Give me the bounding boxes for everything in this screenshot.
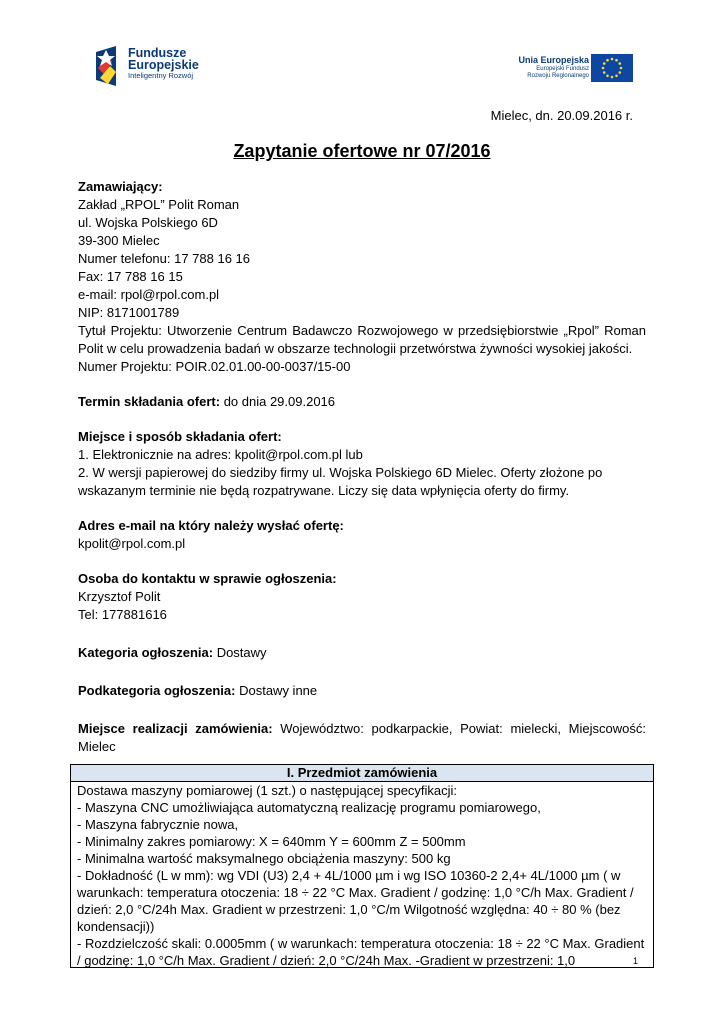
contact-phone: Tel: 177881616 xyxy=(78,607,167,622)
subject-line: - Dokładność (L w mm): wg VDI (U3) 2,4 + 4L/1000 µm i wg ISO 10360-2 2,4+ 4L/1000 µm ( w warunkach: temperatura otoczenia: 18 ÷ 22 °C Max. Gradient / godzinę: 1,0 °C/h Max. Gradient / dzień: 2,0 °C/24h Max. Gradient w przestrzeni: 1,0 °C/m Wilgotność względna: 40 ÷ 80 % (bez kondensacji)) xyxy=(77,868,634,934)
eu-flag-icon xyxy=(591,54,633,82)
document-title-wrap xyxy=(0,141,724,162)
fe-star-icon xyxy=(94,44,124,88)
fe-logo-line3: Inteligentny Rozwój xyxy=(128,71,194,80)
deadline-value: do dnia 29.09.2016 xyxy=(220,394,336,409)
contracting-line: Fax: 17 788 16 15 xyxy=(78,269,183,284)
fe-logo-line1: Fundusze xyxy=(128,46,187,60)
submission-line2: 2. W wersji papierowej do siedziby firmy ul. Wojska Polskiego 6D Mielec. Oferty złożone po wskazanym terminie nie będą rozpatrywane. Liczy się data wpłynięcia oferty do firmy. xyxy=(78,465,603,498)
project-title: Tytuł Projektu: Utworzenie Centrum Badawczo Rozwojowego w przedsiębiorstwie „Rpol” Roman Polit w celu prowadzenia badań w obszarze technologii przetwórstwa żywności wysokiej jakości. xyxy=(78,323,646,356)
document-date: Mielec, dn. 20.09.2016 r. xyxy=(490,108,633,123)
subject-body xyxy=(71,782,653,967)
location-value: Województwo: podkarpackie, Powiat: mielecki, Miejscowość: Mielec xyxy=(78,721,646,754)
fe-logo-line2: Europejskie xyxy=(128,58,199,72)
contracting-line: Zakład „RPOL” Polit Roman xyxy=(78,197,240,212)
deadline-line xyxy=(78,393,646,411)
document-title: Zapytanie ofertowe nr 07/2016 xyxy=(233,141,491,161)
contact-heading: Osoba do kontaktu w sprawie ogłoszenia: xyxy=(78,571,337,586)
page-number: 1 xyxy=(632,956,638,966)
subject-line: - Minimalna wartość maksymalnego obciążenia maszyny: 500 kg xyxy=(77,851,451,866)
subcategory-value: Dostawy inne xyxy=(235,683,318,698)
contact-name: Krzysztof Polit xyxy=(78,589,161,604)
subject-line: - Minimalny zakres pomiarowy: X = 640mm Y = 600mm Z = 500mm xyxy=(77,834,466,849)
logo-unia-europejska-text xyxy=(518,55,589,80)
submission-heading: Miejsce i sposób składania ofert: xyxy=(78,429,282,444)
category-value: Dostawy xyxy=(213,645,267,660)
contracting-line: NIP: 8171001789 xyxy=(78,305,180,320)
subject-table xyxy=(70,764,654,968)
subject-heading: I. Przedmiot zamówienia xyxy=(71,765,653,782)
ue-logo-line1: Unia Europejska xyxy=(518,55,589,65)
location-label: Miejsce realizacji zamówienia: xyxy=(78,721,273,736)
ue-logo-line2: Europejski Fundusz xyxy=(536,66,589,72)
contracting-line: e-mail: rpol@rpol.com.pl xyxy=(78,287,220,302)
submission-line1: 1. Elektronicznie na adres: kpolit@rpol.com.pl lub xyxy=(78,447,363,462)
project-number: Numer Projektu: POIR.02.01.00-00-0037/15-00 xyxy=(78,359,351,374)
contracting-line: Numer telefonu: 17 788 16 16 xyxy=(78,251,251,266)
deadline-label: Termin składania ofert: xyxy=(78,394,221,409)
location-line xyxy=(78,720,646,756)
category-line xyxy=(78,644,646,662)
subject-line: - Rozdzielczość skali: 0.0005mm ( w warunkach: temperatura otoczenia: 18 ÷ 22 °C Max. Gradient / godzinę: 1,0 °C/h Max. Gradient / dzień: 2,0 °C/24h Max. -Gradient w przestrzeni: 1,0 xyxy=(77,936,645,967)
email-heading: Adres e-mail na który należy wysłać ofertę: xyxy=(78,518,344,533)
subcategory-line xyxy=(78,682,646,700)
subject-line: - Maszyna fabrycznie nowa, xyxy=(77,817,239,832)
contracting-heading: Zamawiający: xyxy=(78,179,163,194)
category-label: Kategoria ogłoszenia: xyxy=(78,645,214,660)
subject-line: Dostawa maszyny pomiarowej (1 szt.) o następującej specyfikacji: xyxy=(77,783,458,798)
email-value: kpolit@rpol.com.pl xyxy=(78,536,186,551)
contracting-line: ul. Wojska Polskiego 6D xyxy=(78,215,218,230)
ue-logo-line3: Rozwoju Regionalnego xyxy=(527,73,589,79)
subcategory-label: Podkategoria ogłoszenia: xyxy=(78,683,236,698)
logo-fundusze-europejskie xyxy=(94,44,204,90)
contracting-line: 39-300 Mielec xyxy=(78,233,160,248)
subject-line: - Maszyna CNC umożliwiająca automatyczną realizację programu pomiarowego, xyxy=(77,800,541,815)
document-body xyxy=(78,178,646,756)
